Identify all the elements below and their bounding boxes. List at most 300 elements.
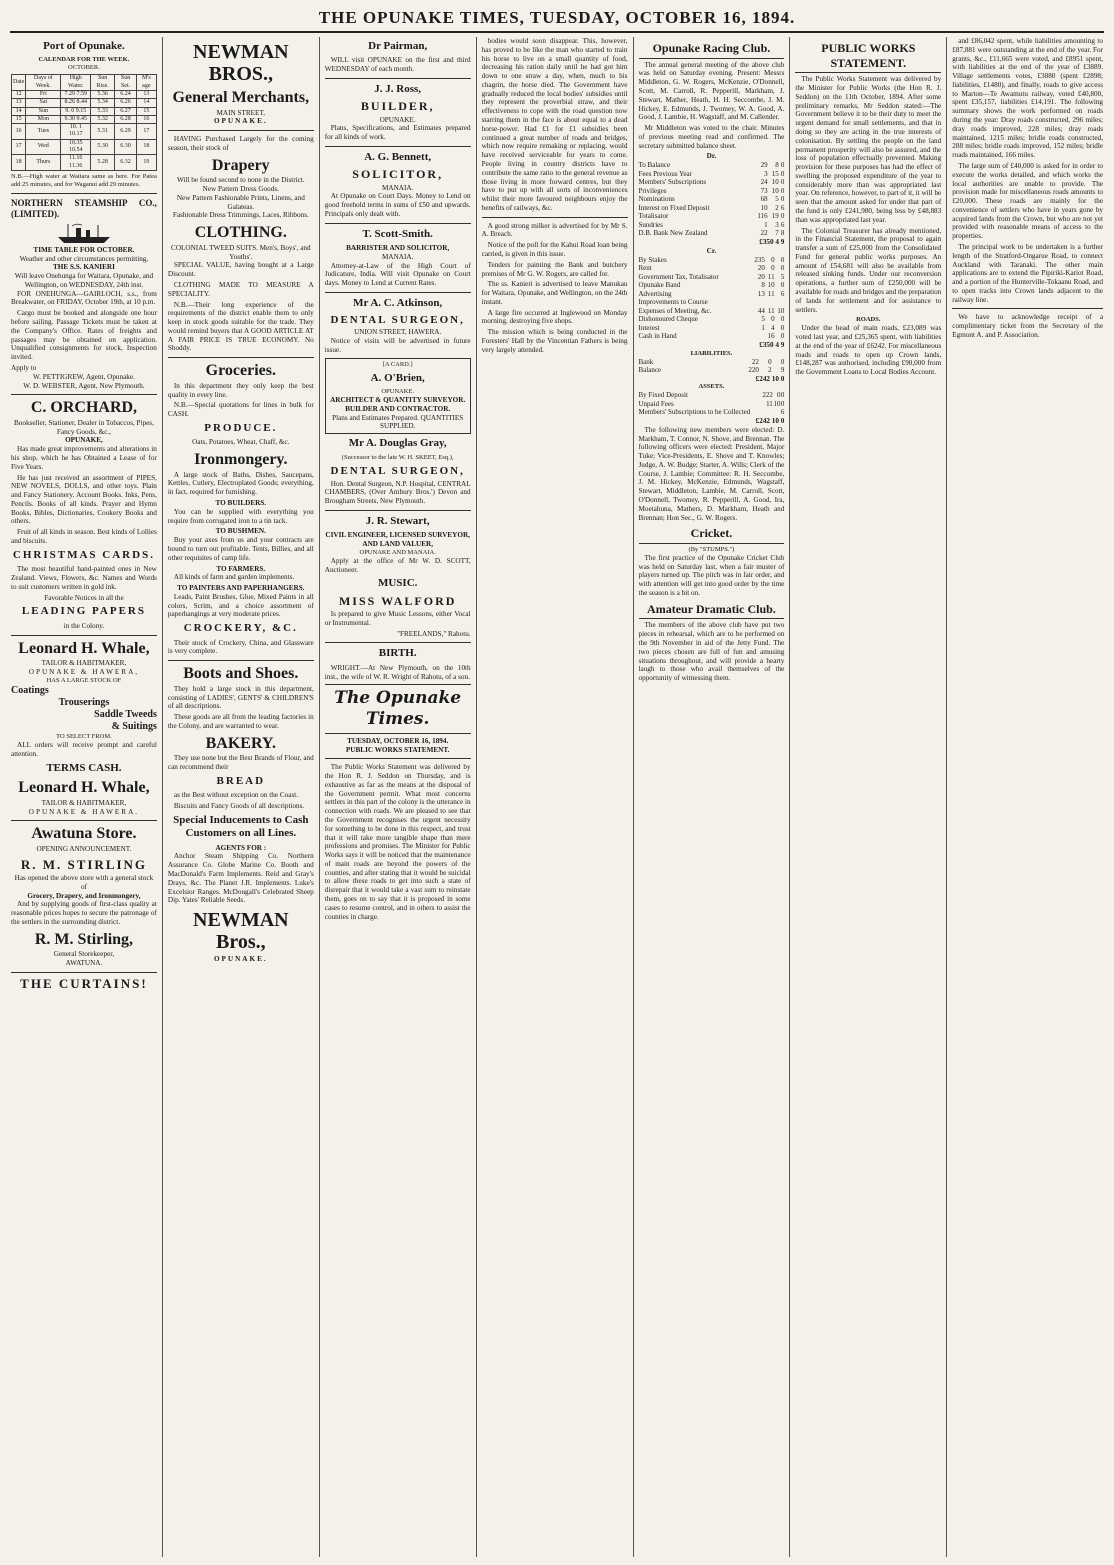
table-cell: 1 xyxy=(761,323,765,332)
table-cell: 0 xyxy=(777,391,781,400)
racing-club-heading: Opunake Racing Club. xyxy=(639,41,785,59)
table-cell: 9 xyxy=(780,366,785,375)
table-cell: 0 xyxy=(780,315,785,324)
table-cell: 6.27 xyxy=(115,107,137,115)
cal-row xyxy=(12,99,157,107)
table-cell: Thurs xyxy=(26,155,61,171)
table-cell: 1 xyxy=(764,220,768,229)
orchard-name: C. ORCHARD, xyxy=(30,399,138,417)
columns xyxy=(6,37,1108,1557)
dr-row xyxy=(639,195,785,204)
article-text: The Public Works Statement was delivered by the Hon R. J. Seddon on Thursday, and is exhaustive as far as the means at the disposal of the Government permit. What most concerns settlers in this part of the colony is the utterance in connection with roads. We are pleased to see that the Government recognises the urgent necessity for something to be done in this respect, and trust that it will take more tangible shape than mere professions and promises. The Minister for Public Works says it will be noticed that the maintenance of main roads are beyond the powers of the counties, and after stating that it would be suicidal to allow these roads to get into such a state of disrepair that it would take a vast sum to reinstate them, goes on to say that it is proposed in some cases to resume control, and in others to assist the counties in charge. xyxy=(324,763,471,921)
apply-label: Apply to xyxy=(11,363,37,372)
table-cell: 8 xyxy=(780,229,785,238)
table-cell: 0 xyxy=(780,195,785,204)
firm-name: NEWMAN BROS., xyxy=(193,41,289,85)
boots-text-2: These goods are all from the leading factories in the Colony, and are warranted to wear. xyxy=(167,713,314,730)
table-cell: Advertising xyxy=(638,289,672,298)
nb-text: N.B.—Their long experience of the requirements of the district enable them to only keep in stock goods suitable for the trade. They would remind buyers that A GOOD ARTICLE AT A FAIR PRICE IS TRUE ECONOMY. No Shoddy. xyxy=(167,300,314,353)
obrien-card xyxy=(325,358,471,434)
liabilities-label: LIABILITIES. xyxy=(690,349,733,357)
stirling-name: R. M. Stirling, xyxy=(34,930,134,948)
music-heading: MUSIC. xyxy=(377,577,418,590)
table-cell: 14 xyxy=(12,107,26,115)
table-cell: Mon xyxy=(26,115,61,123)
table-cell: 73 xyxy=(760,186,768,195)
leading-tail: in the Colony. xyxy=(63,621,105,630)
table-cell: 10 xyxy=(771,178,779,187)
table-cell: 68 xyxy=(760,195,768,204)
table-cell: 0 xyxy=(780,357,785,366)
obrien-text: Plans and Estimates Prepared. QUANTITIES SUPPLIED. xyxy=(332,413,464,431)
cr-total: £350 4 9 xyxy=(759,340,785,349)
boots-text: They hold a large stock in this department, consisting of LADIES', GENTS' & CHILDREN'S of all descriptions. xyxy=(167,684,314,711)
table-cell: 5 xyxy=(775,195,779,204)
cr-row xyxy=(639,324,785,333)
measure-text: CLOTHING MADE TO MEASURE A SPECIALITY. xyxy=(167,280,314,298)
table-cell: 12 xyxy=(12,90,26,98)
cricket-text: The first practice of the Opunake Cricket Club was held on Saturday last, when a fair muster of players turned up. The pitch was in fair order, and with attention will get into good order by the time the season is a bit on. xyxy=(638,553,785,597)
table-cell: Nominations xyxy=(638,195,675,204)
atkinson-name: Mr A. C. Atkinson, xyxy=(353,296,443,309)
table-cell: Cash in Hand xyxy=(638,332,677,341)
onehunga-text: FOR ONEHUNGA—GAIRLOCH, s.s., from Breakwater, on FRIDAY, October 19th, at 10 p.m. xyxy=(11,289,157,307)
calendar-month: OCTOBER. xyxy=(68,64,100,72)
smith-trade: BARRISTER AND SOLICITOR, xyxy=(346,244,450,253)
trouserings: Trouserings xyxy=(58,696,110,708)
pairman-name: Dr Pairman, xyxy=(368,40,428,52)
bennett-trade: SOLICITOR, xyxy=(352,167,444,182)
table-cell: 5.30 xyxy=(91,139,115,155)
table-cell: 0 xyxy=(780,399,785,408)
table-cell: 3 xyxy=(764,169,768,178)
table-cell: 0 xyxy=(780,169,785,178)
column-2 xyxy=(163,37,320,1557)
smith-town: MANAIA. xyxy=(382,252,414,261)
cal-header: Days of Week. xyxy=(26,75,61,91)
table-cell: 3 xyxy=(775,220,779,229)
bakery-heading: BAKERY. xyxy=(205,734,277,752)
agent-1: W. PETTIGREW, Agent, Opunake. xyxy=(33,372,135,381)
column-7 xyxy=(947,37,1108,1557)
table-cell: 10 xyxy=(777,306,785,315)
dr-row xyxy=(639,204,785,213)
birth-heading: BIRTH. xyxy=(378,647,417,660)
table-cell: 16 xyxy=(12,124,26,140)
table-cell: 0 xyxy=(780,264,785,273)
dr-row xyxy=(639,170,785,179)
crockery-text: Their stock of Crockery, China, and Glassware is very complete. xyxy=(167,638,314,656)
table-cell: 0 xyxy=(771,264,775,273)
table-cell: Improvements to Course xyxy=(638,298,708,307)
atkinson-addr: UNION STREET, HAWERA. xyxy=(354,328,442,337)
dress-text: New Pattern Dress Goods. xyxy=(202,185,279,194)
table-cell: 9.30 9.45 xyxy=(61,115,91,123)
firm-trade: General Merchants, xyxy=(172,89,310,106)
stewart-name: J. R. Stewart, xyxy=(365,514,430,527)
cal-row xyxy=(12,90,157,98)
table-cell: 19 xyxy=(136,155,156,171)
roads-heading: ROADS. xyxy=(856,316,881,324)
table-cell: 9. 0 9.15 xyxy=(61,107,91,115)
table-cell: 17 xyxy=(136,124,156,140)
special-text: SPECIAL VALUE, having bought at a Large Discount. xyxy=(167,261,314,279)
cr-row xyxy=(639,281,785,290)
dr-table xyxy=(639,161,785,238)
whale-town-2: OPUNAKE & HAWERA. xyxy=(28,807,140,816)
ross-town: OPUNAKE. xyxy=(379,115,416,124)
dateline: TUESDAY, OCTOBER 16, 1894. xyxy=(347,736,449,745)
table-cell: 0 xyxy=(780,212,785,221)
table-cell: 24 xyxy=(760,178,768,187)
produce-text: Oats, Potatoes, Wheat, Chaff, &c. xyxy=(192,438,290,447)
atkinson-trade: DENTAL SURGEON, xyxy=(330,314,465,327)
bennett-town: MANAIA. xyxy=(382,183,414,192)
stewart-addr: OPUNAKE AND MANAIA. xyxy=(359,548,436,556)
bennett-name: A. G. Bennett, xyxy=(364,150,432,163)
leading-papers: LEADING PAPERS xyxy=(21,605,146,618)
drapery-text: Will be found second to none in the District. xyxy=(176,176,305,185)
produce-heading: PRODUCE. xyxy=(204,421,278,434)
ship-name: THE S.S. KANIERI xyxy=(52,263,115,272)
dr-row xyxy=(639,161,785,170)
cr-row xyxy=(639,332,785,341)
table-cell: To Balance xyxy=(638,161,671,170)
table-cell: 222 xyxy=(762,391,773,400)
table-cell: 6 xyxy=(780,220,785,229)
table-cell: 15 xyxy=(136,107,156,115)
club-text-2: Mr Middleton was voted to the chair. Minutes of previous meeting read and confirmed. The secretary submitted balance sheet. xyxy=(638,124,785,150)
painters-heading: TO PAINTERS AND PAPERHANGERS. xyxy=(177,584,305,593)
table-cell: 16 xyxy=(767,332,775,341)
table-cell: Government Tax, Totalisator xyxy=(638,272,719,281)
table-cell: 20 xyxy=(757,272,765,281)
leading-note: Favorable Notices in all the xyxy=(44,593,124,602)
agents-list: Anchor Steam Shipping Co. Northern Assurance Co. Globe Marine Co. Booth and MacDonald's Farm Implements. Reid and Gray's Drays, &c. The Planet J.R. Implements. Luke's Excelsior Ranges. McDougall's Celebrated Sheep Dip. Yates' Reliable Seeds. xyxy=(167,852,314,905)
table-cell: Balance xyxy=(638,366,662,375)
calendar-title: CALENDAR FOR THE WEEK. xyxy=(38,56,130,64)
dr-row xyxy=(639,221,785,230)
table-row xyxy=(12,75,157,91)
drapery-heading: Drapery xyxy=(211,156,270,174)
crockery-heading: CROCKERY, &C. xyxy=(183,622,298,635)
table-cell xyxy=(773,408,781,417)
pws-heading: PUBLIC WORKS STATEMENT. xyxy=(795,41,941,73)
prints-text: New Pattern Fashionable Prints, Linens, and Galateas. xyxy=(176,193,305,211)
intro-text: HAVING Purchased Largely for the coming season, their stock of xyxy=(167,135,314,152)
pws-continued-3: The principal work to be undertaken is a further length of the Stratford-Ongarue Road, to connect Auckland with Taranaki. The other main applications are to extend the Pipiriki-Kariot Road, and a portion of the Hunterville-Tokaanu Road, and to open tracks into Crown lands adjacent to the railway line. xyxy=(952,242,1104,304)
table-cell: Bank xyxy=(638,357,654,366)
table-cell: 7 xyxy=(775,229,779,238)
table-cell: 6 xyxy=(780,408,785,417)
gray-sub: (Successor to the late W. H. SKEET, Esq.), xyxy=(341,453,454,461)
groceries-text: In this department they only keep the best quality in every line. xyxy=(167,381,314,399)
agent-2: W. D. WEBSTER, Agent, New Plymouth. xyxy=(23,381,145,390)
column-6 xyxy=(790,37,947,1557)
acknowledgement: We have to acknowledge receipt of a complimentary ticket from the Secretary of the Egmont A. and P. Association. xyxy=(952,313,1104,339)
table-cell: 6.28 xyxy=(115,115,137,123)
table-cell: 18 xyxy=(12,155,26,171)
stirling-goods: Grocery, Drapery, and Ironmongery, xyxy=(27,891,141,900)
table-cell: Fees Previous Year xyxy=(638,169,692,178)
trimmings-text: Fashionable Dress Trimmings, Laces, Ribbons. xyxy=(172,211,309,220)
whale-trade-2: TAILOR & HABITMAKER, xyxy=(41,798,127,807)
news-item: The mission which is being conducted in the Foresters' Hall by the Vincentian Fathers is being very largely attended. xyxy=(481,328,628,354)
table-cell: Privileges xyxy=(638,186,667,195)
officers-text: The following new members were elected: D. Markham, T. Connor, N. Shove, and Brennan. The following officers were elected: President, Major Tuke; Vice-Presidents, E. Shove and T. Knowles; Judge, A. W. Budge; Starter, A. Wills; Clerk of the Course, J. Lambie; Committee: R. H. Seccombe, J. M. Hickey, McKenzie, Edmunds, Wagstaff, Stewart, Middleton, Lambie, M. Carroll, Scott, O'Donnell, Twomey, R. Pepperill, A. Good, Ira, Moetahuna, Mathers, D. Markham, Heath and Brennan; Hon Sec., G. W. Rogers. xyxy=(638,425,785,522)
table-cell: 11 xyxy=(767,289,775,298)
cal-header: Date xyxy=(12,75,26,91)
table-cell: Unpaid Fees xyxy=(638,399,674,408)
saddle-tweeds: Saddle Tweeds xyxy=(94,708,157,720)
table-cell: 10 xyxy=(771,186,779,195)
cr-table xyxy=(639,256,785,341)
article-continued: bodies would soon disappear. This, however, has proved to be like the man who started to train his horse to live on a small quantity of food, decreasing his ration daily until he had got him down to one straw a day, when, much to his chagrin, the horse died. The Government have gradually reduced the local bodies' subsidies until they represent the proverbial straw, and their effectiveness to cope with the road question now starring them in the face is about equal to a dead horse-power. Had £1 for £1 subsidies been continued a great number of roads and bridges, which now require remaking or replacing, would have received serviceable for years to come. People living in country districts have to contribute the same ratio to the general revenue as those living in more forward centres, but they have to put up with all sorts of inconveniences whilst their more favoured neighbours enjoy the benefits of railways, &c. xyxy=(481,37,628,212)
birth-text: WRIGHT.—At New Plymouth, on the 10th inst., the wife of W. R. Wright of Rahotu, of a son. xyxy=(324,663,471,681)
stirling-town: AWATUNA. xyxy=(65,959,103,968)
table-cell: 0 xyxy=(780,178,785,187)
groceries-heading: Groceries. xyxy=(205,362,276,380)
pws-continued-2: The large sum of £40,000 is asked for in order to execute the works detailed, and which works the local authorities are unable to provide. The provision made for miscellaneous roads amounts to £20,000. These roads are mainly for the convenience of settlers who have in years gone by acquired lands from the Crown, but who are not yet provided with reasonable means of access to the properties. xyxy=(952,161,1104,241)
table-cell: Fri xyxy=(26,90,61,98)
stirling-title: R. M. STIRLING xyxy=(20,856,148,872)
table-cell: 5.36 xyxy=(91,90,115,98)
table-cell xyxy=(750,332,765,341)
table-cell: 0 xyxy=(780,281,785,290)
obrien-trade: ARCHITECT & QUANTITY SURVEYOR. xyxy=(330,396,466,405)
obrien-trade-2: BUILDER AND CONTRACTOR. xyxy=(345,404,451,413)
inducements: Special Inducements to Cash Customers on all Lines. xyxy=(173,813,309,840)
steamship-icon xyxy=(11,222,157,244)
whale-name: Leonard H. Whale, xyxy=(18,639,150,657)
bread-heading: BREAD xyxy=(216,774,266,787)
table-cell: Wed xyxy=(26,139,61,155)
builders-text: You can be supplied with everything you require from corrugated iron to a tin tack. xyxy=(167,507,314,525)
gray-trade: DENTAL SURGEON, xyxy=(330,465,465,478)
table-cell: Tues xyxy=(26,124,61,140)
dr-row xyxy=(639,178,785,187)
smith-name: T. Scott-Smith. xyxy=(362,227,433,240)
orchard-line: Bookseller, Stationer, Dealer in Tobaccos, Pipes, Fancy Goods, &c., xyxy=(13,418,154,436)
walford-name: MISS WALFORD xyxy=(338,593,457,608)
table-cell: 8 xyxy=(775,161,779,170)
clothing-heading: CLOTHING. xyxy=(194,224,287,242)
asset-row xyxy=(639,391,785,400)
table-cell: Totalisator xyxy=(638,212,669,221)
column-5 xyxy=(634,37,791,1557)
stewart-text: Apply at the office of Mr W. D. SCOTT, Auctioneer. xyxy=(324,556,471,574)
boots-heading: Boots and Shoes. xyxy=(183,665,299,683)
orchard-town: OPUNAKE, xyxy=(65,436,103,445)
article-heading: PUBLIC WORKS STATEMENT. xyxy=(345,745,450,754)
table-cell: 29 xyxy=(760,161,768,170)
table-cell: Dishonoured Cheque xyxy=(638,315,698,324)
table-cell: 44 xyxy=(757,306,765,315)
table-cell: 6 xyxy=(780,289,785,298)
groceries-nb: N.B.—Special quotations for lines in bulk for CASH. xyxy=(167,401,314,419)
cal-header: High Water. xyxy=(61,75,91,91)
terms-cash: TERMS CASH. xyxy=(46,761,122,774)
cal-row xyxy=(12,155,157,171)
liabilities-table xyxy=(639,358,785,375)
cricket-heading: Cricket. xyxy=(639,526,785,544)
asset-row xyxy=(639,408,785,417)
dr-row xyxy=(639,212,785,221)
table-cell: 5.32 xyxy=(91,115,115,123)
dr-label: Dr. xyxy=(706,152,717,161)
assets-table xyxy=(639,391,785,417)
cricket-byline: (By "STUMPS.") xyxy=(688,545,735,553)
atkinson-text: Notice of visits will be advertised in future issue. xyxy=(324,337,471,354)
awatuna-title: Awatuna Store. xyxy=(31,825,137,843)
table-cell: 17 xyxy=(12,139,26,155)
ross-text: Plans, Specifications, and Estimates prepared for all kinds of work. xyxy=(324,124,471,142)
news-item: Notice of the poll for the Kahui Road loan being carried, is given in this issue. xyxy=(481,241,628,258)
bushmen-heading: TO BUSHMEN. xyxy=(215,527,266,536)
cr-row xyxy=(639,315,785,324)
column-3 xyxy=(320,37,477,1557)
coatings: Coatings xyxy=(11,684,49,696)
table-cell: 0 xyxy=(768,357,772,366)
table-cell: Sun xyxy=(26,107,61,115)
table-cell: 6.29 xyxy=(115,124,137,140)
whale-stock: HAS A LARGE STOCK OF xyxy=(46,676,122,684)
cal-row xyxy=(12,139,157,155)
table-cell: 15 xyxy=(12,115,26,123)
dr-total: £350 4 9 xyxy=(759,238,785,246)
table-cell: 7.29 7.59 xyxy=(61,90,91,98)
iron-text: A large stock of Baths, Dishes, Saucepans, Kettles, Cutlery, Electroplated Goods; everything, in fact, required for furnishing. xyxy=(167,470,314,497)
table-cell: 15 xyxy=(771,169,779,178)
whale-town: OPUNAKE & HAWERA, xyxy=(28,667,140,676)
table-cell: 22 xyxy=(751,357,759,366)
cal-header: Sun Set. xyxy=(115,75,137,91)
biscuits-text: Biscuits and Fancy Goods of all descriptions. xyxy=(173,802,305,810)
table-cell: 0 xyxy=(771,315,775,324)
table-cell: Interest xyxy=(638,323,660,332)
dr-row xyxy=(639,229,785,238)
table-cell: By Fixed Deposit xyxy=(638,391,688,400)
table-cell: 235 xyxy=(754,255,765,264)
table-cell: 10. 1 10.17 xyxy=(61,124,91,140)
news-item: The ss. Kanieri is advertised to leave Manukau for Waitara, Opunake, and Wellington, on the 24th instant. xyxy=(481,280,628,306)
cr-row xyxy=(639,273,785,282)
table-cell: 11 xyxy=(767,306,775,315)
cr-row xyxy=(639,307,785,316)
table-cell: 19 xyxy=(771,212,779,221)
stirling-text-2: And by supplying goods of first-class quality at reasonable prices hopes to secure the patronage of the settlers in the surrounding district. xyxy=(11,900,157,926)
table-cell: 0 xyxy=(780,161,785,170)
card-label: [A CARD.] xyxy=(382,360,413,368)
table-cell: Rent xyxy=(638,264,652,273)
ross-name: J. J. Ross, xyxy=(374,82,422,95)
table-cell: 0 xyxy=(780,391,785,400)
cal-row xyxy=(12,115,157,123)
orchard-text-2: He has just received an assortment of PIPES, NEW NOVELS, DOLLS, and other toys. Plain and Fancy Stationery. Account Books. Inks, Pens, Pencils. Books of all kinds. Prayer and Hymn Books, Bibles, Dictionaries, Cookery Books and others. xyxy=(11,473,157,526)
table-cell: Members' Subscriptions xyxy=(638,178,707,187)
table-cell: 22 xyxy=(760,229,768,238)
dr-row xyxy=(639,187,785,196)
cargo-text: Cargo must be booked and alongside one hour before sailing. Passage Tickets must be taken at the Company's Office. Rates of freights and passages may be obtained on application. Unqualified consignments for stock, Inspection invited. xyxy=(11,309,157,362)
table-cell: 5 xyxy=(761,315,765,324)
cal-header: Sun Rise. xyxy=(91,75,115,91)
table-cell: Interest on Fixed Deposit xyxy=(638,203,710,212)
christmas-text: The most beautiful hand-painted ones in New Zealand. Views, Flowers, &c. Names and Words to suit customers written in gold ink. xyxy=(11,565,157,591)
column-4 xyxy=(477,37,634,1557)
news-item: Tenders for painting the Bank and butchery premises of Mr G. W. Rogers, are called for. xyxy=(481,260,628,278)
table-cell: 116 xyxy=(757,212,768,221)
table-cell: 0 xyxy=(780,323,785,332)
table-cell: 13 xyxy=(136,90,156,98)
tweed-text: COLONIAL TWEED SUITS. Men's, Boys', and Youths'. xyxy=(171,243,311,261)
table-cell: 14 xyxy=(136,99,156,107)
table-cell: 0 xyxy=(780,255,785,264)
whale-name-2: Leonard H. Whale, xyxy=(18,779,150,797)
table-cell xyxy=(775,298,785,307)
firm-town-2: OPUNAKE. xyxy=(213,955,268,964)
assets-label: ASSETS. xyxy=(698,383,725,391)
stirling-text: Has opened the above store with a general stock of xyxy=(14,874,154,891)
orchard-text: Has made great improvements and alterations in his shop, which he has Obtained a Lease of for Five Years. xyxy=(11,445,157,471)
table-cell: By Stakes xyxy=(638,255,667,264)
port-title: Port of Opunake. xyxy=(43,40,125,52)
table-cell: 5.33 xyxy=(91,107,115,115)
gray-text: Hon. Dental Surgeon, N.P. Hospital, CENTRAL CHAMBERS, (Over Ambury Bros.') Devon and Brougham Streets, New Plymouth. xyxy=(324,479,471,506)
steamship-title: NORTHERN STEAMSHIP CO., (LIMITED). xyxy=(11,197,157,219)
cal-row xyxy=(12,124,157,140)
paper-title: The Opunake Times. xyxy=(325,684,471,733)
table-cell: 5.28 xyxy=(91,155,115,171)
table-cell: 6 xyxy=(780,203,785,212)
table-cell xyxy=(761,408,773,417)
bushmen-text: Buy your axes from us and your contracts are bound to turn out profitable. Tents, Billies, and all other requisites of camp life. xyxy=(167,536,314,562)
table-cell: 10 xyxy=(767,281,775,290)
table-cell: 0 xyxy=(771,255,775,264)
news-item: A large fire occurred at Inglewood on Monday morning, destroying five shops. xyxy=(481,308,628,326)
table-cell: 11 xyxy=(766,399,773,408)
ironmongery-heading: Ironmongery. xyxy=(194,451,288,469)
bennett-text: At Opunake on Court Days. Money to Lend on good freehold terms in sums of £50 and upwards. Principals only dealt with. xyxy=(324,192,471,218)
assets-total: £242 10 0 xyxy=(755,416,785,425)
builders-heading: TO BUILDERS. xyxy=(215,499,267,508)
table-cell: Members' Subscriptions to be Collected xyxy=(638,408,751,417)
firm-name-2: NEWMAN Bros., xyxy=(193,909,289,954)
opening: OPENING ANNOUNCEMENT. xyxy=(36,845,132,853)
christmas-heading: CHRISTMAS CARDS. xyxy=(12,548,155,561)
table-cell: 10.35 10.54 xyxy=(61,139,91,155)
table-cell: 16 xyxy=(136,115,156,123)
obrien-town: OPUNAKE. xyxy=(381,388,415,396)
table-cell: 8 xyxy=(761,281,765,290)
orchard-text-3: Fruit of all kinds in season. Best kinds of Lollies and biscuits. xyxy=(11,528,157,546)
table-cell: Opunake Band xyxy=(638,281,681,290)
pws-text-2: The Colonial Treasurer has already mentioned, in the Financial Statement, the proposal to again transfer a sum of £25,000 from the Consolidated Fund for general public works purposes. An amount of £54,681 will also be available from released sinking funds. Under our reconversion operations, a further sum of £250,000 will be available for roads and bridges and the preparation of lands for settlement and for assistance to settlers. xyxy=(795,226,942,314)
painters-text: Leads, Paint Brushes, Glue, Mixed Paints in all colors, Scrim, and a choice assortment of paperhangings at very moderate prices. xyxy=(167,592,314,619)
tide-calendar xyxy=(11,74,157,171)
table-cell: 6.32 xyxy=(115,155,137,171)
cal-row xyxy=(12,107,157,115)
asset-row xyxy=(639,400,785,409)
firm-street: MAIN STREET, xyxy=(216,108,266,117)
table-cell: Sat xyxy=(26,99,61,107)
cr-row xyxy=(639,264,785,273)
table-cell: 4 xyxy=(771,323,775,332)
select-note: TO SELECT FROM. xyxy=(56,733,112,741)
cal-header: M's age xyxy=(136,75,156,91)
cr-label: Cr. xyxy=(706,246,717,255)
bread-text: as the Best without exception on the Coast. xyxy=(173,791,299,800)
table-cell: 6.30 xyxy=(115,139,137,155)
